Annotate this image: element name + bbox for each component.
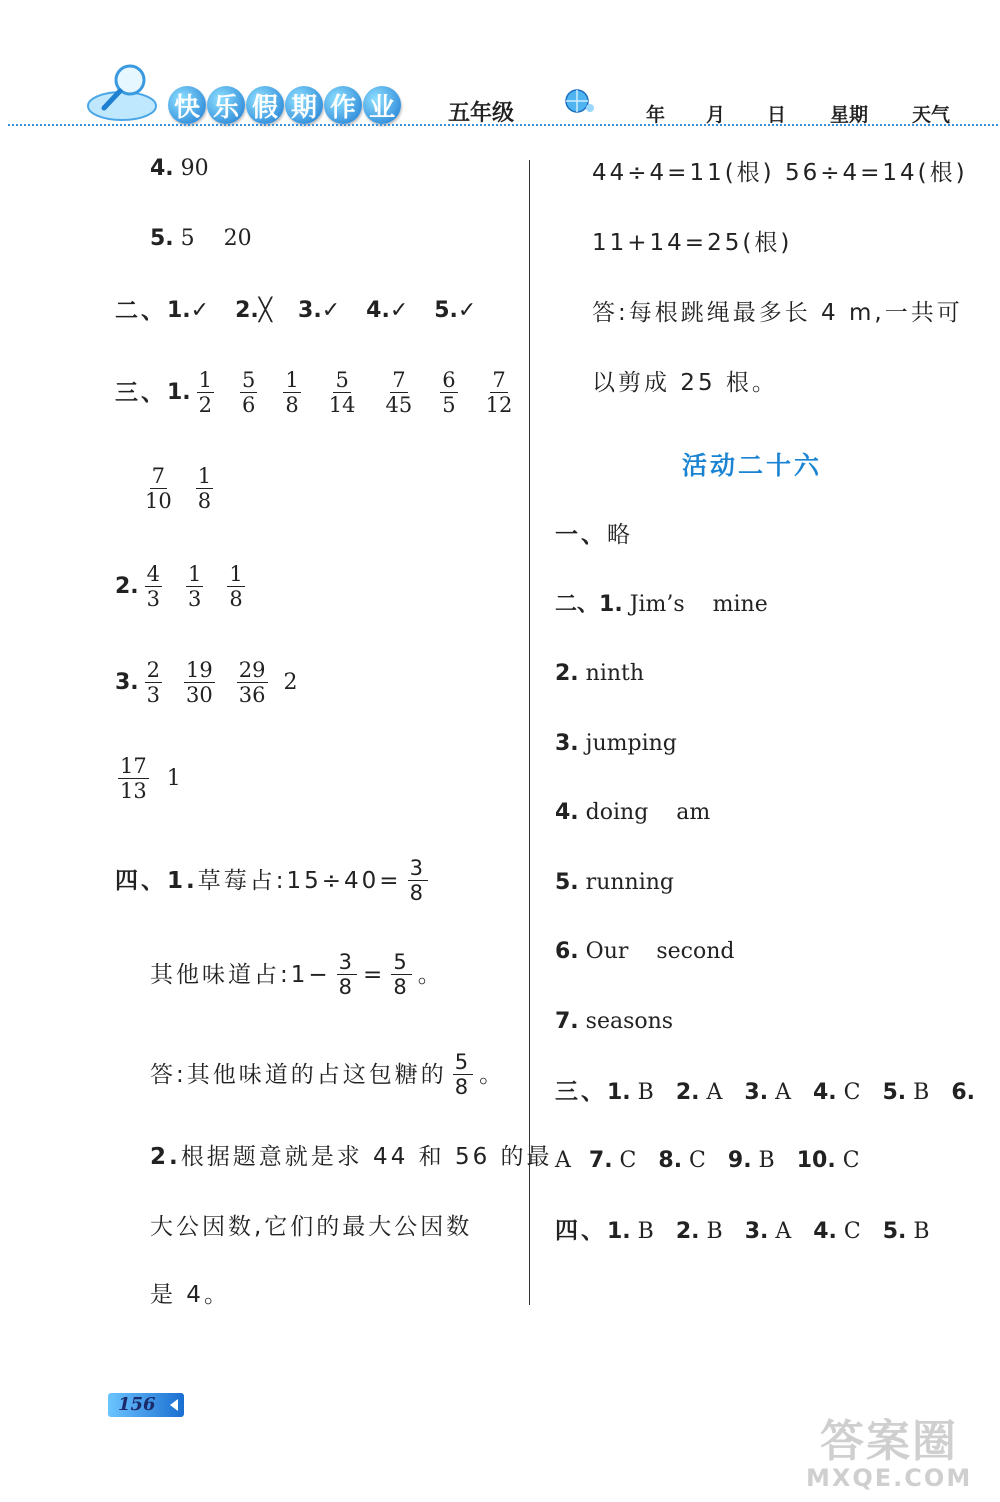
- globe-icon: [562, 86, 596, 116]
- fraction-denominator: 3: [188, 587, 202, 611]
- watermark-logo: 答案圈: [820, 1416, 958, 1467]
- fraction-denominator: 3: [146, 683, 161, 707]
- item-number: 5.: [882, 1219, 907, 1244]
- answer-value: A: [699, 1080, 723, 1105]
- fraction-numerator: 5: [335, 368, 349, 392]
- fraction-denominator: 8: [229, 587, 243, 611]
- fraction-numerator: 3: [338, 950, 356, 974]
- date-month: 月: [706, 104, 726, 126]
- answer-line: 5. 5 20: [150, 226, 252, 251]
- item-number: 5.: [434, 298, 458, 323]
- answer-text: 草莓占:15÷40=: [197, 867, 402, 894]
- column-divider: [529, 160, 530, 1305]
- item-number: 10.: [796, 1148, 836, 1173]
- item-number: 3.: [298, 298, 322, 323]
- answer-line: 2.根据题意就是求 44 和 56 的最: [150, 1144, 553, 1170]
- title-character: 作: [324, 86, 362, 124]
- answer-line: 4. doing am: [555, 800, 711, 825]
- watermark-url: MXQE.COM: [806, 1464, 973, 1492]
- item-number: 4.: [366, 298, 390, 323]
- fraction-numerator: 19: [186, 658, 213, 682]
- fraction-numerator: 6: [442, 368, 456, 392]
- answer-line: 一、略: [555, 522, 633, 548]
- fraction-denominator: 10: [145, 489, 172, 513]
- answer-value: B: [906, 1219, 930, 1244]
- fraction-denominator: 13: [120, 779, 147, 803]
- fraction: [337, 950, 357, 999]
- date-weekday: 星期: [830, 104, 869, 126]
- fraction-numerator: 5: [454, 1050, 472, 1074]
- item-number: 8.: [658, 1148, 683, 1173]
- page-number: 156: [118, 1394, 156, 1415]
- fraction: [240, 368, 257, 417]
- answer-value: B: [630, 1080, 654, 1105]
- magnifier-logo-icon: [82, 58, 162, 128]
- fraction-denominator: 36: [238, 683, 266, 707]
- fraction-numerator: 4: [146, 562, 161, 586]
- fraction-denominator: 8: [338, 975, 356, 999]
- section-number: 二、: [115, 298, 167, 324]
- fraction: [118, 754, 149, 803]
- answer-value: C: [682, 1148, 706, 1173]
- fraction: [391, 950, 411, 999]
- answer-line: 3. jumping: [555, 731, 677, 756]
- fraction: [384, 368, 415, 417]
- fraction: [453, 1050, 473, 1099]
- answer-line: [115, 368, 534, 417]
- answer-line: [137, 464, 229, 513]
- answer-line: 6. Our second: [555, 939, 735, 964]
- date-year: 年: [646, 104, 666, 126]
- item-number: 3.: [115, 669, 139, 695]
- answer-line: [115, 296, 476, 326]
- item-number: 1.: [167, 298, 191, 323]
- answer-line: 44÷4=11(根) 56÷4=14(根): [592, 160, 968, 186]
- fraction: [196, 464, 213, 513]
- answer-line: [115, 658, 298, 707]
- fraction: [408, 856, 428, 905]
- section-number: 四、: [115, 867, 167, 894]
- section-number: 四、: [555, 1218, 607, 1244]
- fraction-numerator: 3: [409, 856, 426, 880]
- answer-line: 大公因数,它们的最大公因数: [150, 1214, 473, 1240]
- answer-line: [555, 1216, 930, 1247]
- grade-label: 五年级: [448, 101, 515, 126]
- fraction: [283, 368, 300, 417]
- answer-line: [150, 1050, 505, 1099]
- item-number: 5.: [882, 1080, 907, 1105]
- fraction-numerator: 5: [242, 368, 256, 392]
- fraction-denominator: 14: [328, 393, 356, 417]
- date-day: 日: [767, 104, 787, 126]
- fraction: [237, 658, 268, 707]
- answer-line: 以剪成 25 根。: [592, 370, 778, 396]
- answer-line: [555, 1077, 975, 1108]
- answer-line: [150, 950, 444, 999]
- item-number: 2.: [235, 298, 259, 323]
- answer-line: [115, 562, 263, 611]
- answer-value: C: [835, 1148, 860, 1173]
- answer-value: B: [751, 1148, 775, 1173]
- item-number: 2.: [675, 1219, 700, 1244]
- fraction: [145, 658, 162, 707]
- title-character: 快: [168, 86, 206, 124]
- fraction-denominator: 6: [242, 393, 256, 417]
- answer-line: 11+14=25(根): [592, 230, 793, 256]
- title-character: 乐: [207, 86, 245, 124]
- check-icon: ✓: [389, 298, 409, 323]
- section-number: 三、: [115, 379, 167, 406]
- item-number: 4.: [812, 1080, 837, 1105]
- answer-value: A: [768, 1080, 791, 1105]
- answer-text: 其他味道占:1−: [150, 961, 331, 988]
- answer-line: 4. 90: [150, 156, 209, 181]
- answer-line: [555, 1146, 860, 1176]
- fraction-denominator: 3: [146, 587, 161, 611]
- item-number: 9.: [727, 1148, 752, 1173]
- answer-line: 二、1. Jim’s mine: [555, 592, 768, 617]
- answer-value: B: [630, 1219, 654, 1244]
- fraction-numerator: 1: [197, 464, 212, 488]
- fraction-numerator: 5: [393, 950, 410, 974]
- answer-value: A: [555, 1148, 571, 1173]
- fraction: [186, 562, 203, 611]
- fraction-denominator: 45: [385, 393, 413, 417]
- fraction-numerator: 7: [151, 464, 166, 488]
- answer-line: 7. seasons: [555, 1009, 674, 1034]
- fraction: [143, 464, 174, 513]
- answer-line: 答:每根跳绳最多长 4 m,一共可: [592, 300, 963, 326]
- check-icon: ✓: [190, 298, 210, 323]
- section-number: 三、: [555, 1079, 607, 1105]
- item-number: 7.: [588, 1148, 613, 1173]
- fraction-numerator: 1: [229, 562, 243, 586]
- fraction-numerator: 1: [198, 368, 213, 392]
- date-weather: 天气: [912, 104, 951, 126]
- fraction-denominator: 8: [197, 489, 212, 513]
- fraction-numerator: 17: [120, 754, 147, 778]
- answer-text: 答:其他味道的占这包糖的: [150, 1061, 447, 1088]
- answer-value: C: [612, 1148, 637, 1173]
- fraction-denominator: 8: [393, 975, 410, 999]
- fraction-denominator: 2: [198, 393, 213, 417]
- punctuation: 。: [479, 1061, 506, 1088]
- item-number: 1.: [167, 867, 198, 894]
- fraction-numerator: 1: [285, 368, 299, 392]
- answer-value: C: [836, 1219, 861, 1244]
- check-icon: ✓: [321, 298, 341, 323]
- section-title: 活动二十六: [682, 451, 823, 480]
- item-number: 1.: [607, 1080, 631, 1105]
- item-number: 3.: [744, 1219, 769, 1244]
- item-number: 3.: [744, 1080, 769, 1105]
- answer-value: C: [836, 1080, 861, 1105]
- check-icon: ✓: [457, 298, 477, 323]
- page-number-badge: [108, 1393, 184, 1417]
- item-number: 2.: [675, 1080, 700, 1105]
- fraction: [184, 658, 215, 707]
- fraction: [484, 368, 515, 417]
- title-character: 期: [285, 86, 323, 124]
- fraction: [197, 368, 214, 417]
- punctuation: 。: [417, 961, 444, 988]
- fraction-numerator: 7: [492, 368, 506, 392]
- item-number: 1.: [607, 1219, 631, 1244]
- fraction-numerator: 2: [146, 658, 161, 682]
- answer-value: B: [699, 1219, 723, 1244]
- title-character: 假: [246, 86, 284, 124]
- title-character: 业: [363, 86, 401, 124]
- header-dotted-line: [8, 124, 998, 126]
- fraction-numerator: 1: [188, 562, 202, 586]
- answer-line: 2. ninth: [555, 661, 645, 686]
- item-number: 1.: [167, 379, 191, 405]
- fraction-numerator: 29: [238, 658, 266, 682]
- cross-icon: ╳: [258, 298, 273, 323]
- answer-value: B: [906, 1080, 930, 1105]
- triangle-left-icon: [170, 1399, 178, 1411]
- fraction-denominator: 8: [285, 393, 299, 417]
- fraction-denominator: 12: [485, 393, 513, 417]
- answer-value: 1: [166, 765, 181, 791]
- answer-line: 5. running: [555, 870, 674, 895]
- fraction: [145, 562, 162, 611]
- answer-line: [112, 754, 181, 803]
- book-title: [168, 86, 402, 124]
- answer-line: 是 4。: [150, 1282, 230, 1308]
- fraction: [327, 368, 358, 417]
- answer-value: 2: [283, 669, 298, 695]
- fraction-denominator: 8: [409, 881, 426, 905]
- fraction-denominator: 8: [454, 1075, 472, 1099]
- answer-value: A: [768, 1219, 792, 1244]
- equals-sign: =: [363, 961, 386, 988]
- item-number: 6.: [951, 1080, 975, 1105]
- fraction: [440, 368, 457, 417]
- fraction-numerator: 7: [392, 368, 406, 392]
- item-number: 4.: [813, 1219, 837, 1244]
- fraction-denominator: 5: [442, 393, 456, 417]
- answer-line: [115, 856, 434, 905]
- fraction: [227, 562, 244, 611]
- item-number: 2.: [115, 573, 139, 599]
- fraction-denominator: 30: [186, 683, 213, 707]
